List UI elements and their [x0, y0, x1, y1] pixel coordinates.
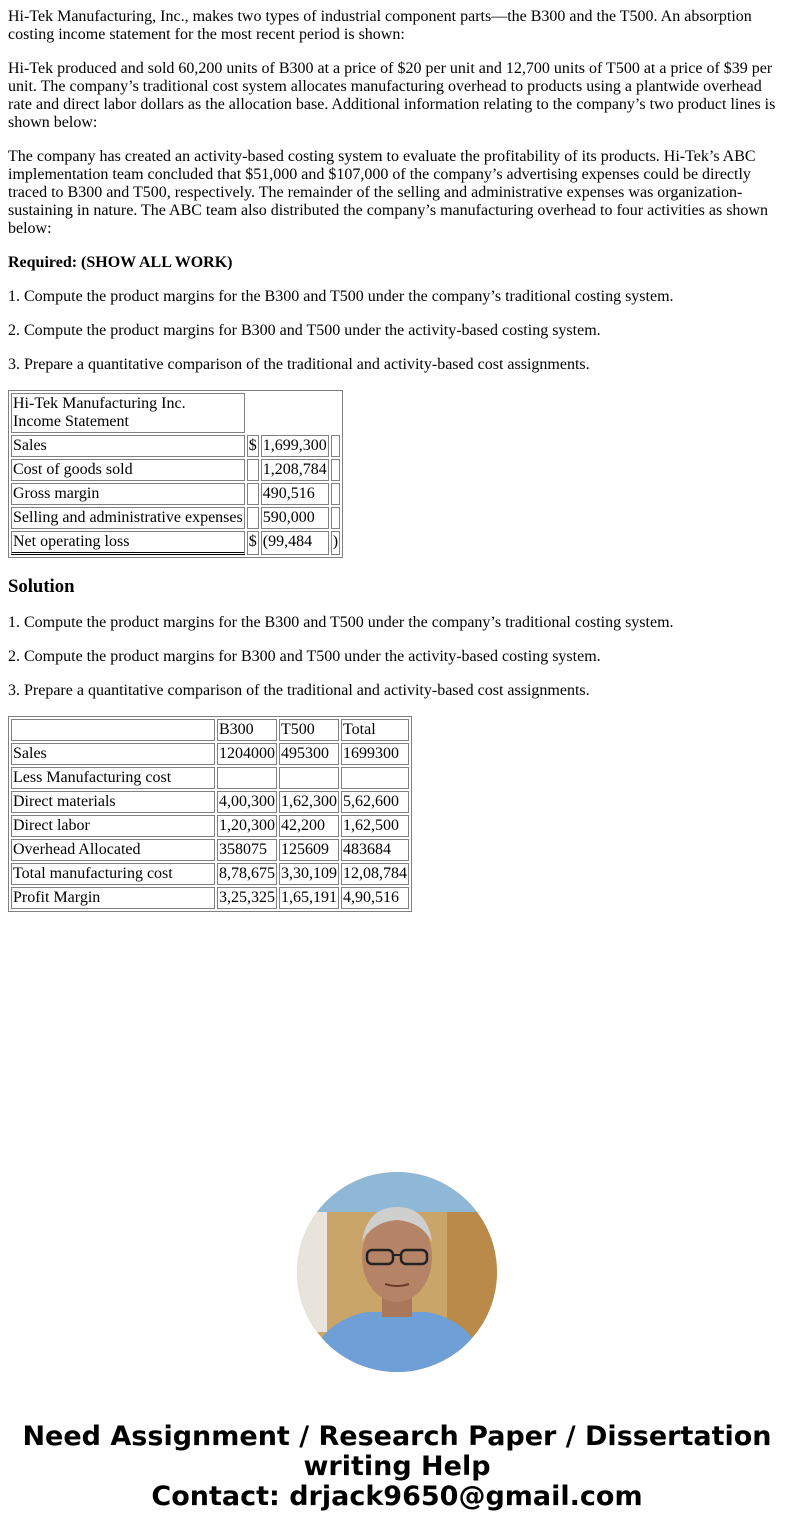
- intro-paragraph: Hi-Tek produced and sold 60,200 units of B300 at a price of $20 per unit and 12,700 units of T500 at a price of $39 per unit. The company’s traditional cost system allocates manufacturing overhead to products using a plantwide overhead rate and direct labor dollars as the allocation base. Additional information relating to the company’s two product lines is shown below:: [8, 60, 776, 131]
- intro-paragraph: Hi-Tek Manufacturing, Inc., makes two types of industrial component parts—the B300 and the T500. An absorption costing income statement for the most recent period is shown:: [8, 8, 752, 43]
- table-row: Overhead Allocated 358075 125609 483684: [11, 839, 409, 861]
- promo-banner: Need Assignment / Research Paper / Dissertation writing Help Contact: drjack9650@gmail.com: [22, 1421, 772, 1512]
- table-row: Sales $ 1,699,300: [11, 435, 340, 457]
- person-photo-icon: [297, 1172, 497, 1372]
- solution-question-1: 1. Compute the product margins for the B300 and T500 under the company’s traditional costing system.: [8, 614, 674, 631]
- table-header-row: B300 T500 Total: [11, 719, 409, 741]
- solution-heading: Solution: [8, 576, 75, 597]
- table-row: Direct materials 4,00,300 1,62,300 5,62,600: [11, 791, 409, 813]
- solution-question-3: 3. Prepare a quantitative comparison of the traditional and activity-based cost assignments.: [8, 682, 590, 699]
- table-row: Direct labor 1,20,300 42,200 1,62,500: [11, 815, 409, 837]
- avatar: [297, 1172, 497, 1372]
- product-margin-table: [8, 716, 412, 912]
- question-3: 3. Prepare a quantitative comparison of the traditional and activity-based cost assignments.: [8, 356, 590, 373]
- intro-paragraph: The company has created an activity-based costing system to evaluate the profitability of its products. Hi-Tek’s ABC implementation team concluded that $51,000 and $107,000 of the company’s advertising expenses could be directly traced to B300 and T500, respectively. The remainder of the selling and administrative expenses was organization-sustaining in nature. The ABC team also distributed the company’s manufacturing overhead to four activities as shown below:: [8, 148, 768, 237]
- table-row: Total manufacturing cost 8,78,675 3,30,109 12,08,784: [11, 863, 409, 885]
- solution-question-2: 2. Compute the product margins for B300 and T500 under the activity-based costing system.: [8, 648, 601, 665]
- question-2: 2. Compute the product margins for B300 and T500 under the activity-based costing system.: [8, 322, 601, 339]
- table-row: Selling and administrative expenses 590,000: [11, 507, 340, 529]
- income-title: Hi-Tek Manufacturing Inc. Income Statement: [11, 393, 245, 433]
- table-row: Gross margin 490,516: [11, 483, 340, 505]
- table-row: Less Manufacturing cost: [11, 767, 409, 789]
- table-row: Net operating loss $ (99,484 ): [11, 531, 340, 555]
- required-heading: Required: (SHOW ALL WORK): [8, 254, 233, 271]
- question-1: 1. Compute the product margins for the B300 and T500 under the company’s traditional costing system.: [8, 288, 674, 305]
- table-row: Profit Margin 3,25,325 1,65,191 4,90,516: [11, 887, 409, 909]
- income-statement-table: [8, 390, 343, 558]
- table-row: Sales 1204000 495300 1699300: [11, 743, 409, 765]
- table-row: Cost of goods sold 1,208,784: [11, 459, 340, 481]
